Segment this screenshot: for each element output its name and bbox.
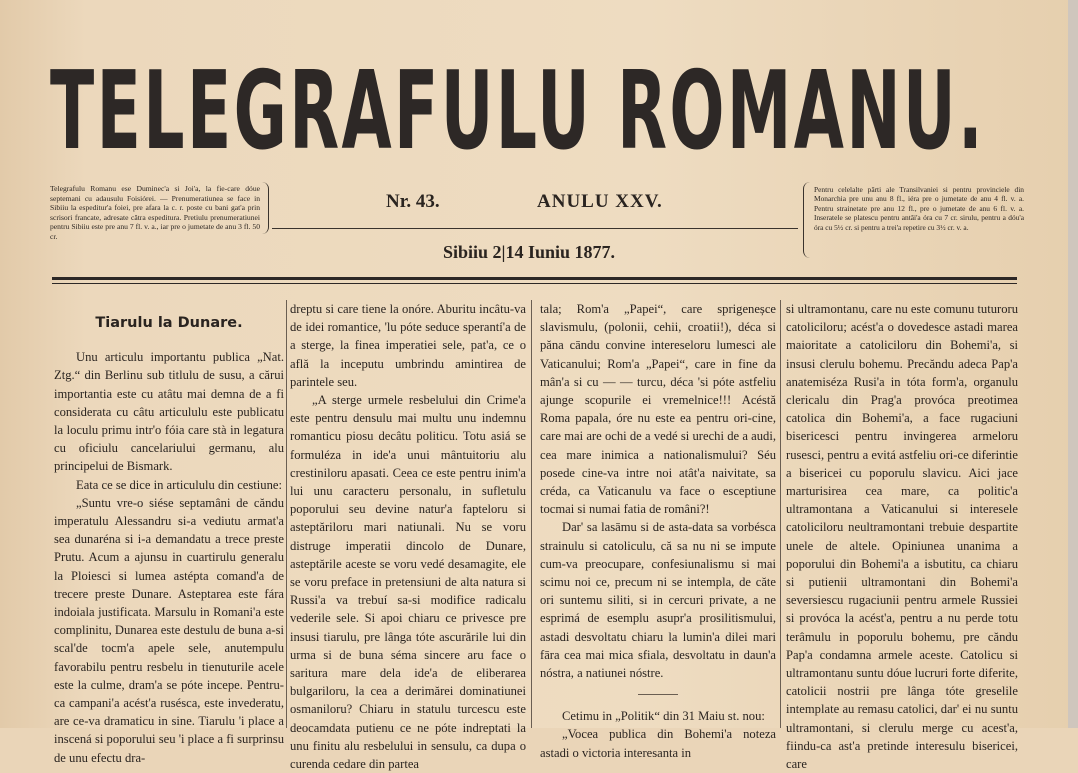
left-brace: [262, 182, 269, 234]
paragraph: Cetimu in „Politik“ din 31 Maiu st. nou:: [562, 709, 765, 724]
section-separator: [638, 694, 678, 695]
paragraph: „Suntu vre-o siése septamâni de căndu imperatulu Alessandru si-a vediutu armat'a sea dunaréna si i-a demandatu a trece preste Prutu. Acum a ajunsu in cuartirulu generalu la Ploiesci si lumea astépta comand'a de trecere preste Dunare. Asteptarea este fára indoiala justificata. Marsulu in Romani'a este complinitu, Dunarea este destulu de buna a-si scal'de tocm'a apele sele, anutempulu favorabilu pentru resbelu in tienuturile acele este la culme, dram'a se póte incepe. Pentru-ca campani'a acést'a rusésca, este invederatu, are ce-va dramaticu in sine. Tiarulu 'i place a inscená si poporului seu 'i place a fi surprinsu de unu efectu dra-: [54, 495, 284, 765]
paragraph: Eata ce se dice in articululu din cestiune:: [76, 477, 282, 492]
paragraph: tala; Rom'a „Papei“, care sprigeneșce slavismulu, (polonii, cehii, croatii!), déca si păna cāndu convine intereseloru lumesci ale Vaticanului; Rom'a „Papei“, care in fine da mân'a si cu — — turcu, déca 'si póte astfeliu ajunge scopurile ei vremelnice!!! Acéstă Roma papala, óre nu este ea pentru ori-cine, care mai are ochi de a vedé si urechi de a audi, cea mare inimica a nationalismului? Séu posede cine-va intre noi atât'a naivitate, sa créda, ca Vaticanulu va face o esceptiune tocmai si numai fatia de români?!: [540, 302, 776, 517]
column-4: [786, 300, 1018, 772]
column-divider: [286, 300, 287, 728]
issue-date: Sibiiu 2|14 Iuniu 1877.: [443, 242, 616, 262]
right-brace: [803, 182, 810, 258]
masthead-rule-thin: [52, 283, 1017, 284]
paragraph: „Vocea publica din Bohemi'a noteza astadi o victoria interesanta in: [540, 727, 776, 760]
paragraph: dreptu si care tiene la onóre. Aburitu incâtu-va de idei romantice, 'lu póte seduce sperantí'a de a sterge, la finea imperatiei sele, pat'a, ce o află la inceputu umbrindu amintirea de parintele seu.: [290, 302, 526, 389]
header-divider: [272, 228, 798, 229]
paragraph: „A sterge urmele resbelului din Crime'a este pentru densulu mai multu unu indemnu romanticu piosu decâtu politicu. Totu asiá se formuléza in ide'a unui mântuitoriu alu crestiniloru apasati. Ceea ce este pentru inim'a lui unu caracteru personalu, in sufletulu poporului seu devine natur'a fapteloru si asteptăriloru mari natiunali. Nu se voru distruge imperatii dincolo de Dunare, asteptările aceste se voru vedé desamagite, ele se voru preface in pretensiuni de alta natura si Russi'a va trebuí sa-si modifice radicalu vederile sele. Si apoi chiaru ce privesce pre insusi tiarulu, pre lânga tóte ascurările lui din urma si de buna séma sincere aru face o saritura mare dela ide'a de eliberarea bulgariloru, la cea a derimărei dominatiunei osmaniloru? Chiaru in statulu turcescu este deocamdata putienu ce ne póte indreptati la unu finitu alu resbelului in sensulu, ca dupa o curenda cedare din partea: [290, 393, 526, 772]
masthead-rule-thick: [52, 277, 1017, 280]
paragraph: si ultramontanu, care nu este comunu tuturoru catoliciloru; acést'a o dovedesce astadi marea maioritate a catoliciloru din Bohemi'a, si insusi clerulu bohemu. Precăndu adeca Pap'a anatemiséza Rusi'a in tóta form'a, organulu clericalu din Prag'a provóca preotimea catolica din Bohemi'a, a face rugaciuni bisericesci pentru invingerea armeloru rusesci, pentru a evitá astfeliu ori-ce diferintie a bisericei cu poporulu slavicu. Aici jace marturisirea cea mare, ca politic'a ultramontana a Vaticanului si interesele catoliciloru neultramontani trebuie despartite unele de altele. Opiniunea unanima a poporului din Bohemi'a a isbutitu, ca chiaru si putienii ultramontani din Bohemi'a seversiescu rugaciunii pentru armele Russiei si provóca la acést'a, pentru a nu perde totu terâmulu in poporulu bohemu, pre căndu Pap'a condamna armele aceste. Catolicu si ultramontanu suntu dóue lucruri forte diferite, catolicii nostrii pre lânga tóte greselile intemplate au remasu catolici, dar' ei nu suntu ultramontani, si clerulu merge cu acest'a, fiindu-ca ast'a pretinde interesulu bisericei, care: [786, 302, 1018, 772]
column-divider: [531, 300, 532, 728]
paragraph: Dar' sa lasāmu si de asta-data sa vorbésca strainulu si catoliculu, că sa nu ni se impute cum-va preocupare, confesiunalismu si mai scimu noi ce, precum ni se intempla, de căte ori suntemu siliti, si in cercuri private, a ne esprimá de esemplu asupr'a prosilitismului, astadi desvoltatu chiaru la lumin'a dilei mari fāra cea mai mica sfiala, desvoltatu in daun'a nóstra, a natiunei nóstre.: [540, 520, 776, 681]
paragraph: Unu articulu importantu publica „Nat. Ztg.“ din Berlinu sub titlulu de susu, a cărui importantia este cu atâtu mai demna de a fi considerata cu câtu articululu este publicatu la loculu primu intr'o fóia care stà in legatura cu oficiulu cancelariului germanu, alu principelui de Bismark.: [54, 350, 284, 474]
pricing-note: Pentru celelalte pārti ale Transilvaniei si pentru provinciele din Monarchia pre unu anu 8 fl., iéra pre o jumetate de anu 4 fl. v. a. Pentru strainetate pre anu 12 fl., pre o jumetate de anu 6 fl. v. a. Inseratele se platescu pentru antâi'a óra cu 7 cr. sirulu, pentru a dóu'a óra cu 5½ cr. si pentru a trei'a repetire cu 3½ cr. v. a.: [814, 185, 1024, 232]
column-divider: [780, 300, 781, 728]
subscription-note: Telegrafulu Romanu ese Duminec'a si Joi'a, la fie-care dóue septemani cu adausulu Foisiórei. — Prenumeratiunea se face in Sibiiu la espeditur'a foiei, pre afara la c. r. poste cu bani gat'a prin scrisori francate, adresate cătra espeditura. Pretiulu prenumeratiunei pentru Sibiiu este pre anu 7 fl. v. a., iar pre o jumetate de anu 3 fl. 50 cr.: [50, 184, 260, 241]
scan-edge: [1068, 0, 1078, 728]
column-2: [290, 300, 526, 772]
article-heading: Tiarulu la Dunare.: [95, 315, 243, 331]
volume-year: ANULU XXV.: [537, 191, 663, 212]
issue-number: Nr. 43.: [386, 191, 440, 212]
masthead-title: TELEGRAFULU ROMANU.: [50, 49, 985, 174]
column-1: [54, 300, 284, 765]
column-3: [540, 300, 776, 760]
